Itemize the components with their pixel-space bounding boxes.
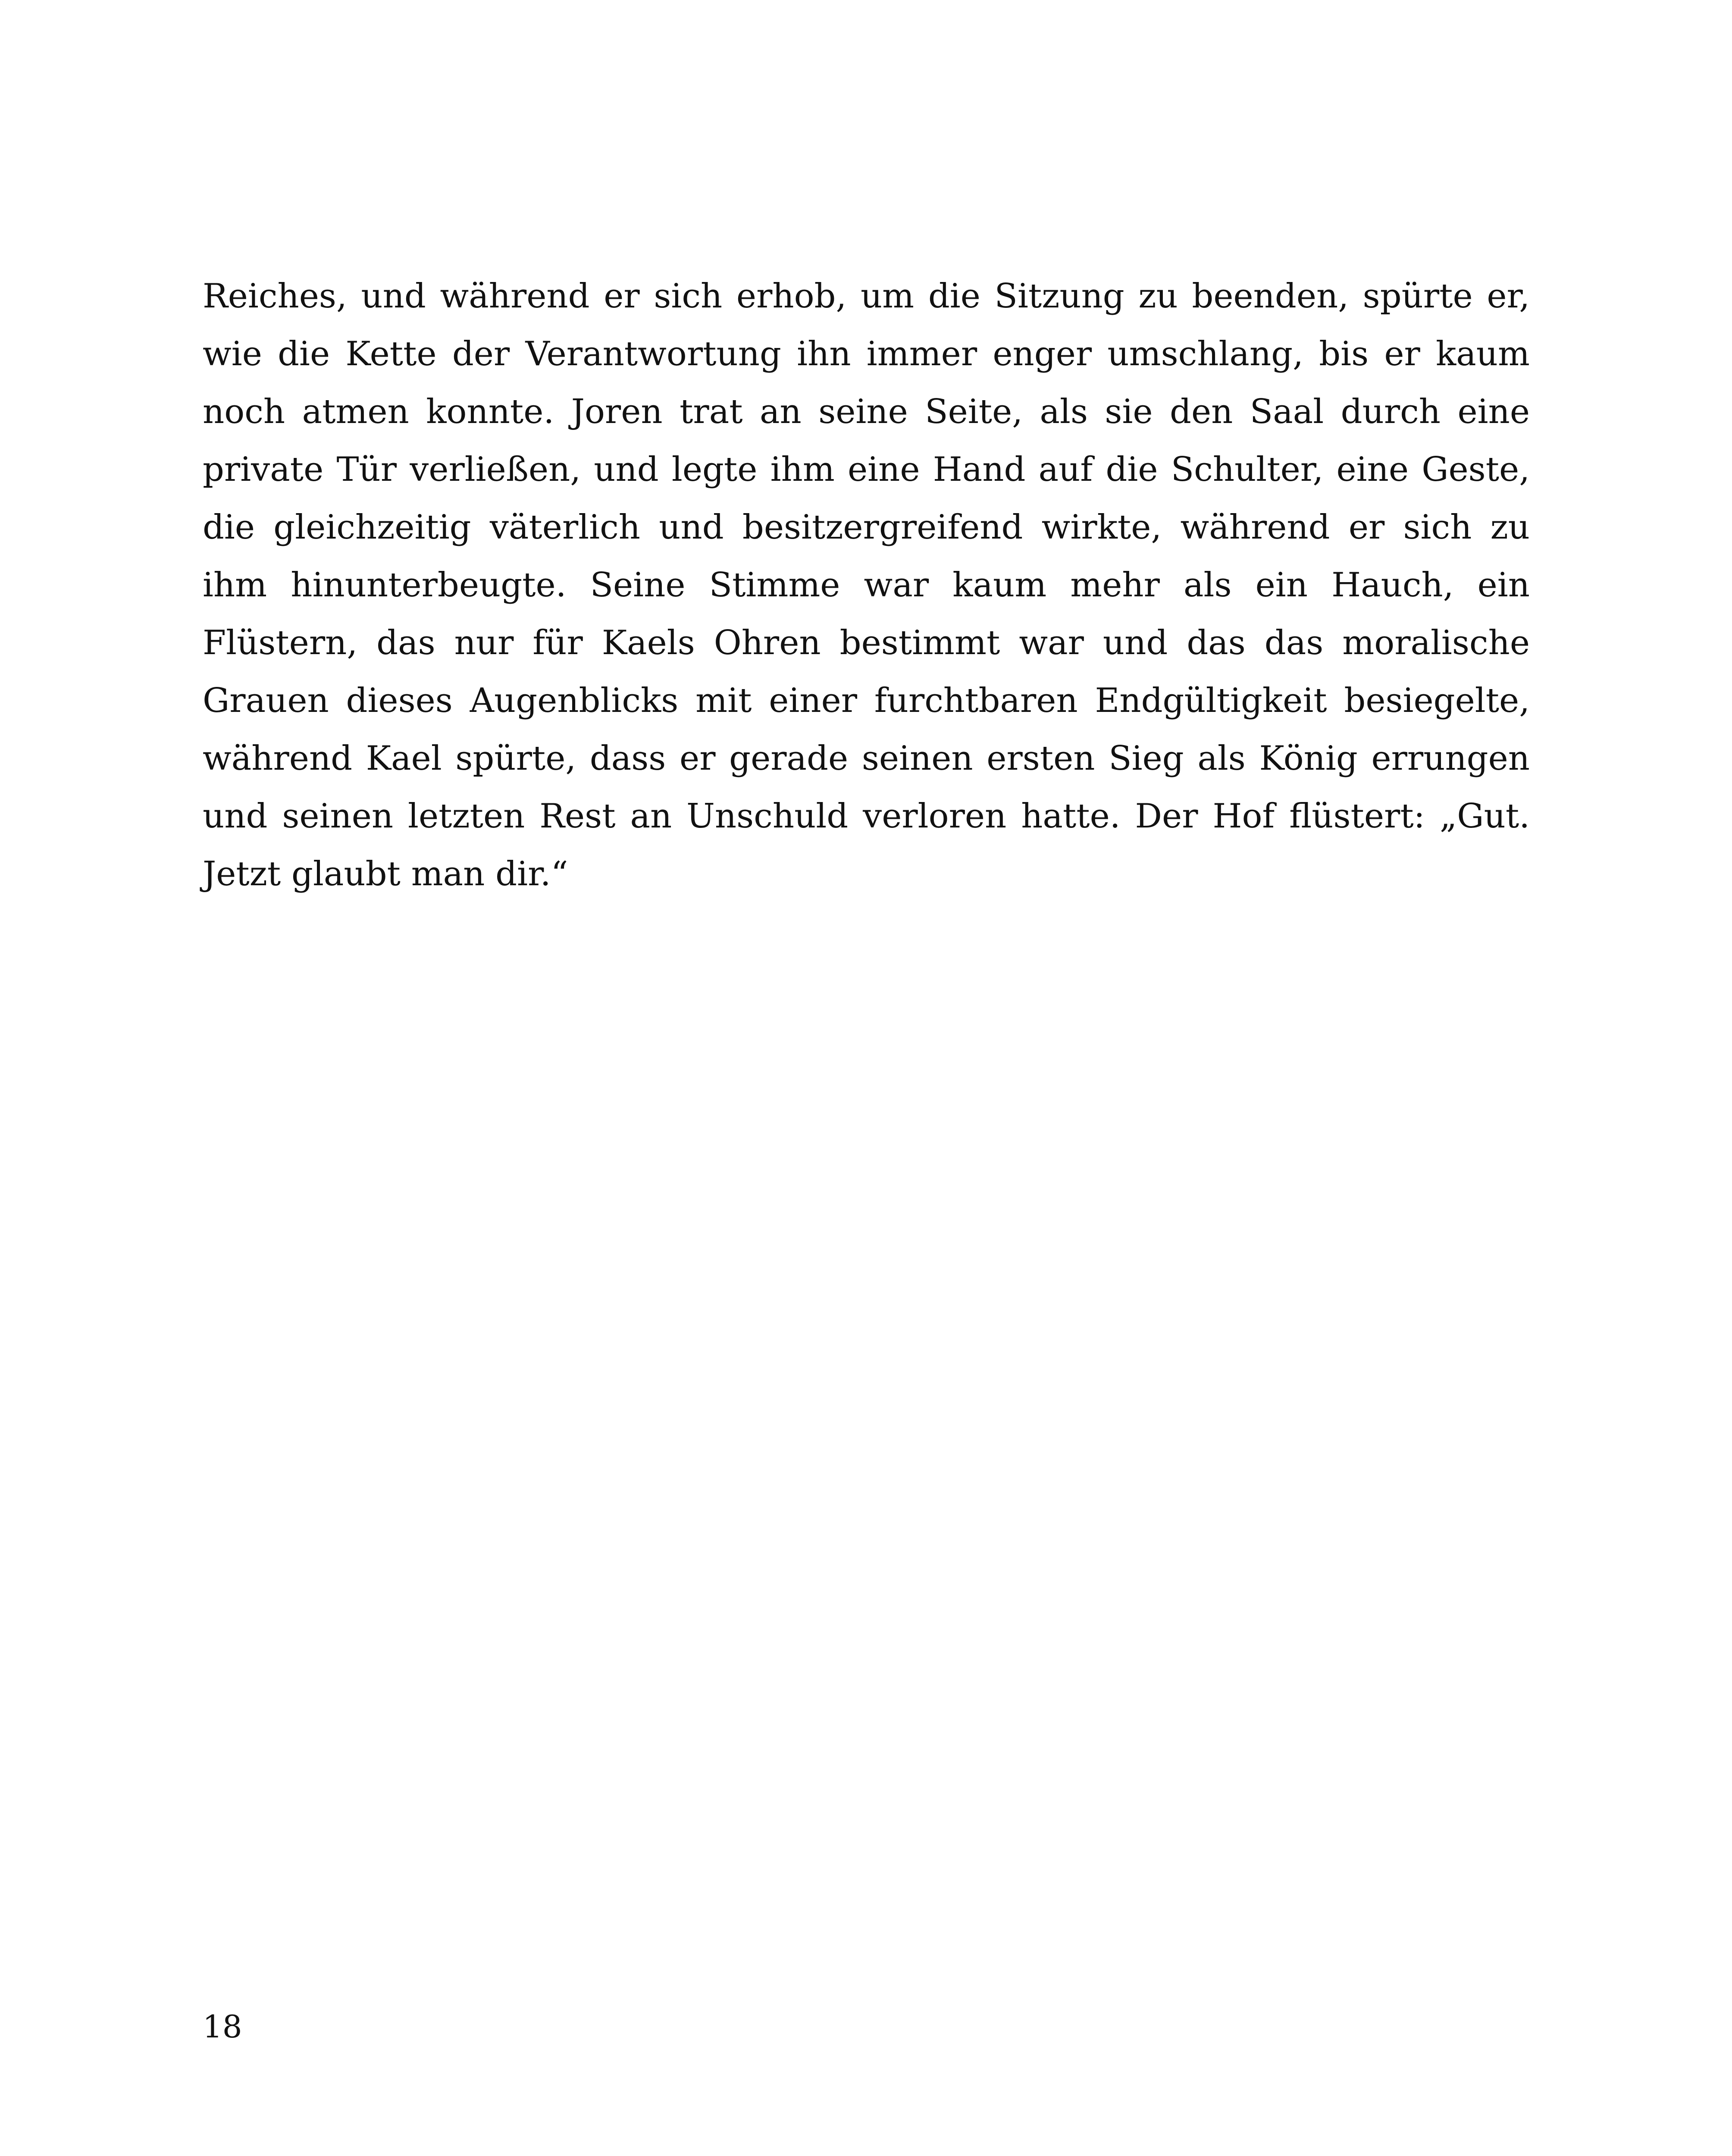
page-number: 18 bbox=[203, 2009, 242, 2045]
body-paragraph: Reiches, und während er sich erhob, um die Sitzung zu beenden, spürte er, wie die Kette der Verantwortung ihn immer enger umschlang, bis er kaum noch atmen konnte. Joren trat an seine Seite, als sie den Saal durch eine private Tür verließen, und legte ihm eine Hand auf die Schulter, eine Geste, die gleichzeitig väterlich und besitzergreifend wirkte, während er sich zu ihm hinunterbeugte. Seine Stimme war kaum mehr als ein Hauch, ein Flüstern, das nur für Kaels Ohren bestimmt war und das das moralische Grauen dieses Augenblicks mit einer furchtbaren Endgültigkeit besiegelte, während Kael spürte, dass er gerade seinen ersten Sieg als König errungen und seinen letzten Rest an Unschuld verloren hatte. Der Hof flüstert: „Gut. Jetzt glaubt man dir.“ bbox=[203, 277, 1530, 893]
